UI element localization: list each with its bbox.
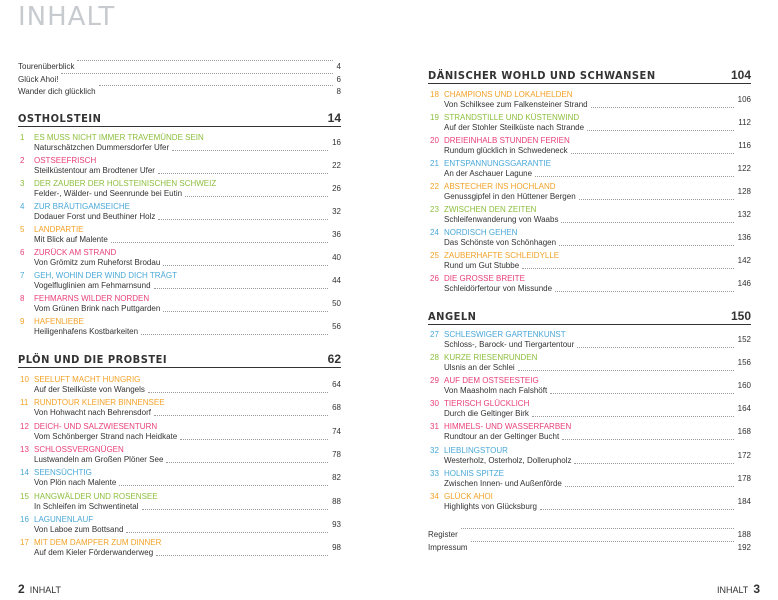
tour-number: 6 <box>20 248 25 257</box>
section-heading[interactable] <box>18 112 341 127</box>
tour-title: MIT DEM DAMPFER ZUM DINNER <box>34 538 162 548</box>
tour-page: 22 <box>332 161 341 170</box>
leader-dots <box>559 245 734 246</box>
section-page: 104 <box>730 68 751 82</box>
tour-entry[interactable] <box>428 228 751 250</box>
page-number-right: 3 <box>753 582 760 596</box>
tour-subtitle: Durch die Geltinger Birk <box>444 409 529 419</box>
leader-dots <box>518 370 734 371</box>
tour-page: 164 <box>737 404 751 414</box>
tour-subtitle: Von Plön nach Malente <box>34 478 117 488</box>
tour-subtitle: Schloss-, Barock- und Tiergartentour <box>444 340 575 349</box>
tour-page: 82 <box>332 473 341 483</box>
tour-entry[interactable] <box>18 225 341 247</box>
tour-title: ZURÜCK AM STRAND <box>34 248 117 257</box>
tour-entry[interactable] <box>18 375 341 397</box>
tour-entry[interactable] <box>428 205 751 227</box>
tour-number: 12 <box>20 421 29 431</box>
leader-dots <box>532 416 734 417</box>
tour-page: 136 <box>737 233 751 242</box>
leader-dots <box>185 196 328 197</box>
tour-page: 116 <box>738 141 751 150</box>
tour-number: 11 <box>20 398 29 408</box>
tour-number: 24 <box>430 228 439 237</box>
tour-number: 29 <box>430 376 439 386</box>
tour-title: KURZE RIESENRUNDEN <box>444 353 538 363</box>
tour-subtitle: Ulsnis an der Schlei <box>444 363 515 373</box>
tour-page: 160 <box>737 381 751 391</box>
leader-dots <box>579 199 734 200</box>
tour-entry[interactable] <box>18 445 341 467</box>
tour-entry[interactable] <box>428 136 751 158</box>
tour-entry[interactable] <box>428 492 751 514</box>
footer-label-left: INHALT <box>29 585 62 595</box>
tour-subtitle: Schleifenwanderung von Waabs <box>444 215 559 224</box>
leader-dots <box>99 85 333 86</box>
leader-dots <box>163 265 328 266</box>
tour-subtitle: Von Hohwacht nach Behrensdorf <box>34 408 151 418</box>
toc-entry-page: 6 <box>336 74 341 84</box>
tour-title: ZWISCHEN DEN ZEITEN <box>444 205 537 214</box>
section-page: 150 <box>730 309 751 323</box>
tour-title: HOLNIS SPITZE <box>444 468 505 478</box>
tour-entry[interactable] <box>18 538 341 560</box>
tour-page: 56 <box>332 322 341 331</box>
section-heading[interactable] <box>428 310 751 325</box>
tour-title: LANDPARTIE <box>34 225 84 234</box>
tour-page: 36 <box>332 230 341 239</box>
tour-subtitle: In Schleifen im Schwentinetal <box>34 501 139 511</box>
tour-entry[interactable] <box>428 422 751 444</box>
tour-subtitle: Das Schönste von Schönhagen <box>444 238 557 247</box>
tour-page: 146 <box>737 279 751 288</box>
tour-page: 132 <box>737 210 751 219</box>
tour-title: DREIEINHALB STUNDEN FERIEN <box>444 136 570 145</box>
leader-dots <box>562 439 733 440</box>
tour-subtitle: Genussgipfel in den Hüttener Bergen <box>444 192 576 201</box>
tour-number: 19 <box>430 113 439 122</box>
tour-number: 1 <box>20 133 25 142</box>
tour-entry[interactable] <box>428 376 751 398</box>
leader-dots <box>154 288 329 289</box>
tour-title: OSTSEEFRISCH <box>34 156 97 165</box>
leader-dots <box>561 222 733 223</box>
tour-entry[interactable] <box>428 274 751 296</box>
tour-title: ZUR BRÄUTIGAMSEICHE <box>34 202 131 211</box>
tour-number: 4 <box>20 202 25 211</box>
tour-page: 78 <box>332 449 341 459</box>
leader-dots <box>148 392 328 393</box>
tour-page: 156 <box>737 358 751 368</box>
tour-title: DIE GROSSE BREITE <box>444 274 525 283</box>
tour-title: SEENSÜCHTIG <box>34 468 92 478</box>
leader-dots <box>141 334 328 335</box>
tour-title: SCHLOSSVERGNÜGEN <box>34 444 124 454</box>
tour-title: SCHLESWIGER GARTENKUNST <box>444 330 566 339</box>
tour-page: 184 <box>737 496 751 506</box>
tour-entry[interactable] <box>428 446 751 468</box>
tour-page: 106 <box>737 95 751 104</box>
leader-dots <box>77 60 332 61</box>
tour-title: FEHMARNS WILDER NORDEN <box>34 294 150 303</box>
tour-entry[interactable] <box>18 179 341 201</box>
tour-title: HANGWÄLDER UND ROSENSEE <box>34 491 158 501</box>
toc-entry-label: Wander dich glücklich <box>18 87 96 96</box>
tour-number: 2 <box>20 156 25 165</box>
tour-number: 23 <box>430 205 439 214</box>
tour-page: 40 <box>332 253 341 262</box>
leader-dots <box>126 532 328 533</box>
tour-title: STRANDSTILLE UND KÜSTENWIND <box>444 113 580 122</box>
tour-entry[interactable] <box>428 113 751 135</box>
tour-title: DEICH- UND SALZWIESENTURN <box>34 421 158 431</box>
tour-subtitle: Von Grömitz zum Ruheforst Brodau <box>34 258 161 267</box>
tour-number: 25 <box>430 251 439 260</box>
tour-entry[interactable] <box>18 515 341 537</box>
leader-dots <box>166 462 328 463</box>
leader-dots <box>587 130 734 131</box>
tour-page: 172 <box>737 450 751 460</box>
tour-page: 122 <box>737 164 751 173</box>
leader-dots <box>158 173 328 174</box>
tour-entry[interactable] <box>18 398 341 420</box>
tour-subtitle: Rund um Gut Stubbe <box>444 261 520 270</box>
tour-entry[interactable] <box>18 271 341 293</box>
footer-left <box>18 582 61 596</box>
tour-number: 31 <box>430 422 439 432</box>
tour-entry[interactable] <box>428 330 751 352</box>
tour-title: GEH, WOHIN DER WIND DICH TRÄGT <box>34 271 177 280</box>
tour-page: 88 <box>332 496 341 506</box>
tour-number: 3 <box>20 179 25 188</box>
tour-title: ENTSPANNUNGSGARANTIE <box>444 159 551 168</box>
section-heading[interactable] <box>18 353 341 368</box>
section-heading[interactable] <box>428 69 751 84</box>
tour-number: 5 <box>20 225 25 234</box>
tour-page: 93 <box>332 519 341 529</box>
leader-dots <box>158 219 328 220</box>
tour-title: NORDISCH GEHEN <box>444 228 518 237</box>
leader-dots <box>119 485 328 486</box>
tour-subtitle: Heiligenhafens Kostbarkeiten <box>34 327 139 336</box>
tour-page: 128 <box>737 187 751 196</box>
leader-dots <box>565 486 734 487</box>
toc-entry-page: 4 <box>336 62 341 71</box>
tour-title: RUNDTOUR KLEINER BINNENSEE <box>34 398 165 408</box>
tour-number: 13 <box>20 444 29 454</box>
tour-subtitle: Von Laboe zum Bottsand <box>34 524 124 534</box>
tour-subtitle: Naturschätzchen Dummersdorfer Ufer <box>34 143 170 152</box>
page-title: INHALT <box>18 2 116 32</box>
leader-dots <box>535 176 734 177</box>
tour-subtitle: Highlights von Glücksburg <box>444 501 537 511</box>
tour-subtitle: Westerholz, Osterholz, Dollerupholz <box>444 455 572 465</box>
leader-dots <box>154 415 328 416</box>
tour-entry[interactable] <box>18 422 341 444</box>
tour-number: 22 <box>430 182 439 191</box>
tour-entry[interactable] <box>18 294 341 316</box>
tour-title: SEELUFT MACHT HUNGRIG <box>34 375 141 384</box>
tour-number: 20 <box>430 136 439 145</box>
section-page: 14 <box>327 111 341 125</box>
tour-number: 30 <box>430 399 439 409</box>
tour-page: 142 <box>737 256 751 265</box>
tour-number: 32 <box>430 445 439 455</box>
tour-page: 74 <box>332 426 341 436</box>
toc-entry-label: Glück Ahoi! <box>18 74 59 84</box>
tour-page: 16 <box>332 138 341 147</box>
tour-subtitle: Vom Grünen Brink nach Puttgarden <box>34 304 161 313</box>
tour-number: 8 <box>20 294 25 303</box>
tour-entry[interactable] <box>18 133 341 155</box>
page-number-left: 2 <box>18 582 25 596</box>
tour-subtitle: Mit Blick auf Malente <box>34 235 108 244</box>
leader-dots <box>574 463 733 464</box>
tour-title: LAGUNENLAUF <box>34 514 94 524</box>
tour-subtitle: Rundtour an der Geltinger Bucht <box>444 432 560 442</box>
section-title: OSTHOLSTEIN <box>18 112 102 125</box>
tour-subtitle: Lustwandeln am Großen Plöner See <box>34 454 164 464</box>
tour-subtitle: An der Aschauer Lagune <box>444 169 533 178</box>
tour-page: 32 <box>332 207 341 216</box>
leader-dots <box>577 347 733 348</box>
tour-page: 50 <box>332 299 341 308</box>
tour-page: 26 <box>332 184 341 193</box>
tour-entry[interactable] <box>18 492 341 514</box>
tour-subtitle: Felder-, Wälder- und Seenrunde bei Eutin <box>34 189 183 198</box>
tour-title: DER ZAUBER DER HOLSTEINISCHEN SCHWEIZ <box>34 179 217 188</box>
toc-entry-label: Impressum <box>428 542 468 552</box>
tour-entry[interactable] <box>18 202 341 224</box>
leader-dots <box>555 291 734 292</box>
tour-number: 14 <box>20 468 29 478</box>
tour-page: 98 <box>332 543 341 553</box>
tour-entry[interactable] <box>428 353 751 375</box>
tour-number: 33 <box>430 468 439 478</box>
section-title: ANGELN <box>428 310 477 323</box>
leader-dots <box>461 528 734 529</box>
toc-entry-page: 192 <box>737 542 751 552</box>
tour-subtitle: Steilküstentour am Brodtener Ufer <box>34 166 155 175</box>
tour-entry[interactable] <box>18 156 341 178</box>
section-title: PLÖN UND DIE PROBSTEI <box>18 353 168 366</box>
toc-entry-page: 188 <box>737 530 751 539</box>
leader-dots <box>550 393 733 394</box>
tour-number: 16 <box>20 514 29 524</box>
tour-title: ES MUSS NICHT IMMER TRAVEMÜNDE SEIN <box>34 133 204 142</box>
tour-page: 44 <box>332 276 341 285</box>
tour-title: HAFENLIEBE <box>34 317 84 326</box>
tour-number: 10 <box>20 375 29 384</box>
tour-title: TIERISCH GLÜCKLICH <box>444 399 530 409</box>
tour-title: GLÜCK AHOI <box>444 491 493 501</box>
leader-dots <box>156 555 328 556</box>
tour-title: HIMMELS- UND WASSERFARBEN <box>444 422 572 432</box>
tour-page: 64 <box>332 380 341 389</box>
leader-dots <box>522 268 733 269</box>
tour-page: 178 <box>737 473 751 483</box>
footer-right <box>717 582 760 596</box>
tour-entry[interactable] <box>18 317 341 339</box>
tour-number: 21 <box>430 159 439 168</box>
tour-subtitle: Auf der Stohler Steilküste nach Strande <box>444 123 585 132</box>
tour-entry[interactable] <box>428 182 751 204</box>
tour-number: 18 <box>430 90 439 99</box>
tour-number: 17 <box>20 538 29 548</box>
footer-label-right: INHALT <box>716 585 749 595</box>
leader-dots <box>540 509 734 510</box>
tour-subtitle: Von Schilksee zum Falkensteiner Strand <box>444 100 588 109</box>
tour-page: 112 <box>738 118 751 127</box>
tour-number: 34 <box>430 491 439 501</box>
tour-subtitle: Dodauer Forst und Beuthiner Holz <box>34 212 156 221</box>
tour-subtitle: Rundum glücklich in Schwedeneck <box>444 146 568 155</box>
tour-number: 27 <box>430 330 439 339</box>
tour-entry[interactable] <box>428 90 751 112</box>
tour-subtitle: Von Maasholm nach Falshöft <box>444 386 548 396</box>
tour-number: 9 <box>20 317 25 326</box>
tour-subtitle: Auf der Steilküste von Wangels <box>34 385 145 394</box>
leader-dots <box>571 153 735 154</box>
tour-entry[interactable] <box>18 468 341 490</box>
tour-entry[interactable] <box>428 251 751 273</box>
tour-page: 68 <box>332 403 341 413</box>
tour-subtitle: Zwischen Innen- und Außenförde <box>444 478 562 488</box>
tour-title: LIEBLINGSTOUR <box>444 445 508 455</box>
tour-title: ABSTECHER INS HOCHLAND <box>444 182 556 191</box>
tour-page: 168 <box>737 427 751 437</box>
tour-entry[interactable] <box>428 399 751 421</box>
toc-entry-label: Tourenüberblick <box>18 62 75 71</box>
tour-entry[interactable] <box>18 248 341 270</box>
toc-entry-page: 8 <box>336 87 341 96</box>
leader-dots <box>142 509 329 510</box>
tour-title: ZAUBERHAFTE SCHLEIDYLLE <box>444 251 560 260</box>
tour-number: 28 <box>430 353 439 363</box>
tour-entry[interactable] <box>428 469 751 491</box>
leader-dots <box>163 311 328 312</box>
tour-page: 152 <box>737 335 751 344</box>
leader-dots <box>61 73 332 74</box>
tour-entry[interactable] <box>428 159 751 181</box>
tour-title: AUF DEM OSTSEESTEIG <box>444 376 539 386</box>
tour-subtitle: Vogelfluglinien am Fehmarnsund <box>34 281 151 290</box>
tour-subtitle: Vom Schönberger Strand nach Heidkate <box>34 431 178 441</box>
tour-number: 7 <box>20 271 25 280</box>
leader-dots <box>591 107 734 108</box>
leader-dots <box>111 242 328 243</box>
tour-number: 26 <box>430 274 439 283</box>
tour-title: CHAMPIONS UND LOKALHELDEN <box>444 90 573 99</box>
leader-dots <box>172 150 328 151</box>
tour-subtitle: Auf dem Kieler Förderwanderweg <box>34 548 154 558</box>
tour-number: 15 <box>20 491 29 501</box>
toc-entry-label: Register <box>428 530 458 539</box>
section-title: DÄNISCHER WOHLD UND SCHWANSEN <box>428 69 656 82</box>
tour-subtitle: Schleidörfertour von Missunde <box>444 284 553 293</box>
leader-dots <box>471 541 734 542</box>
leader-dots <box>180 439 328 440</box>
section-page: 62 <box>327 352 341 366</box>
